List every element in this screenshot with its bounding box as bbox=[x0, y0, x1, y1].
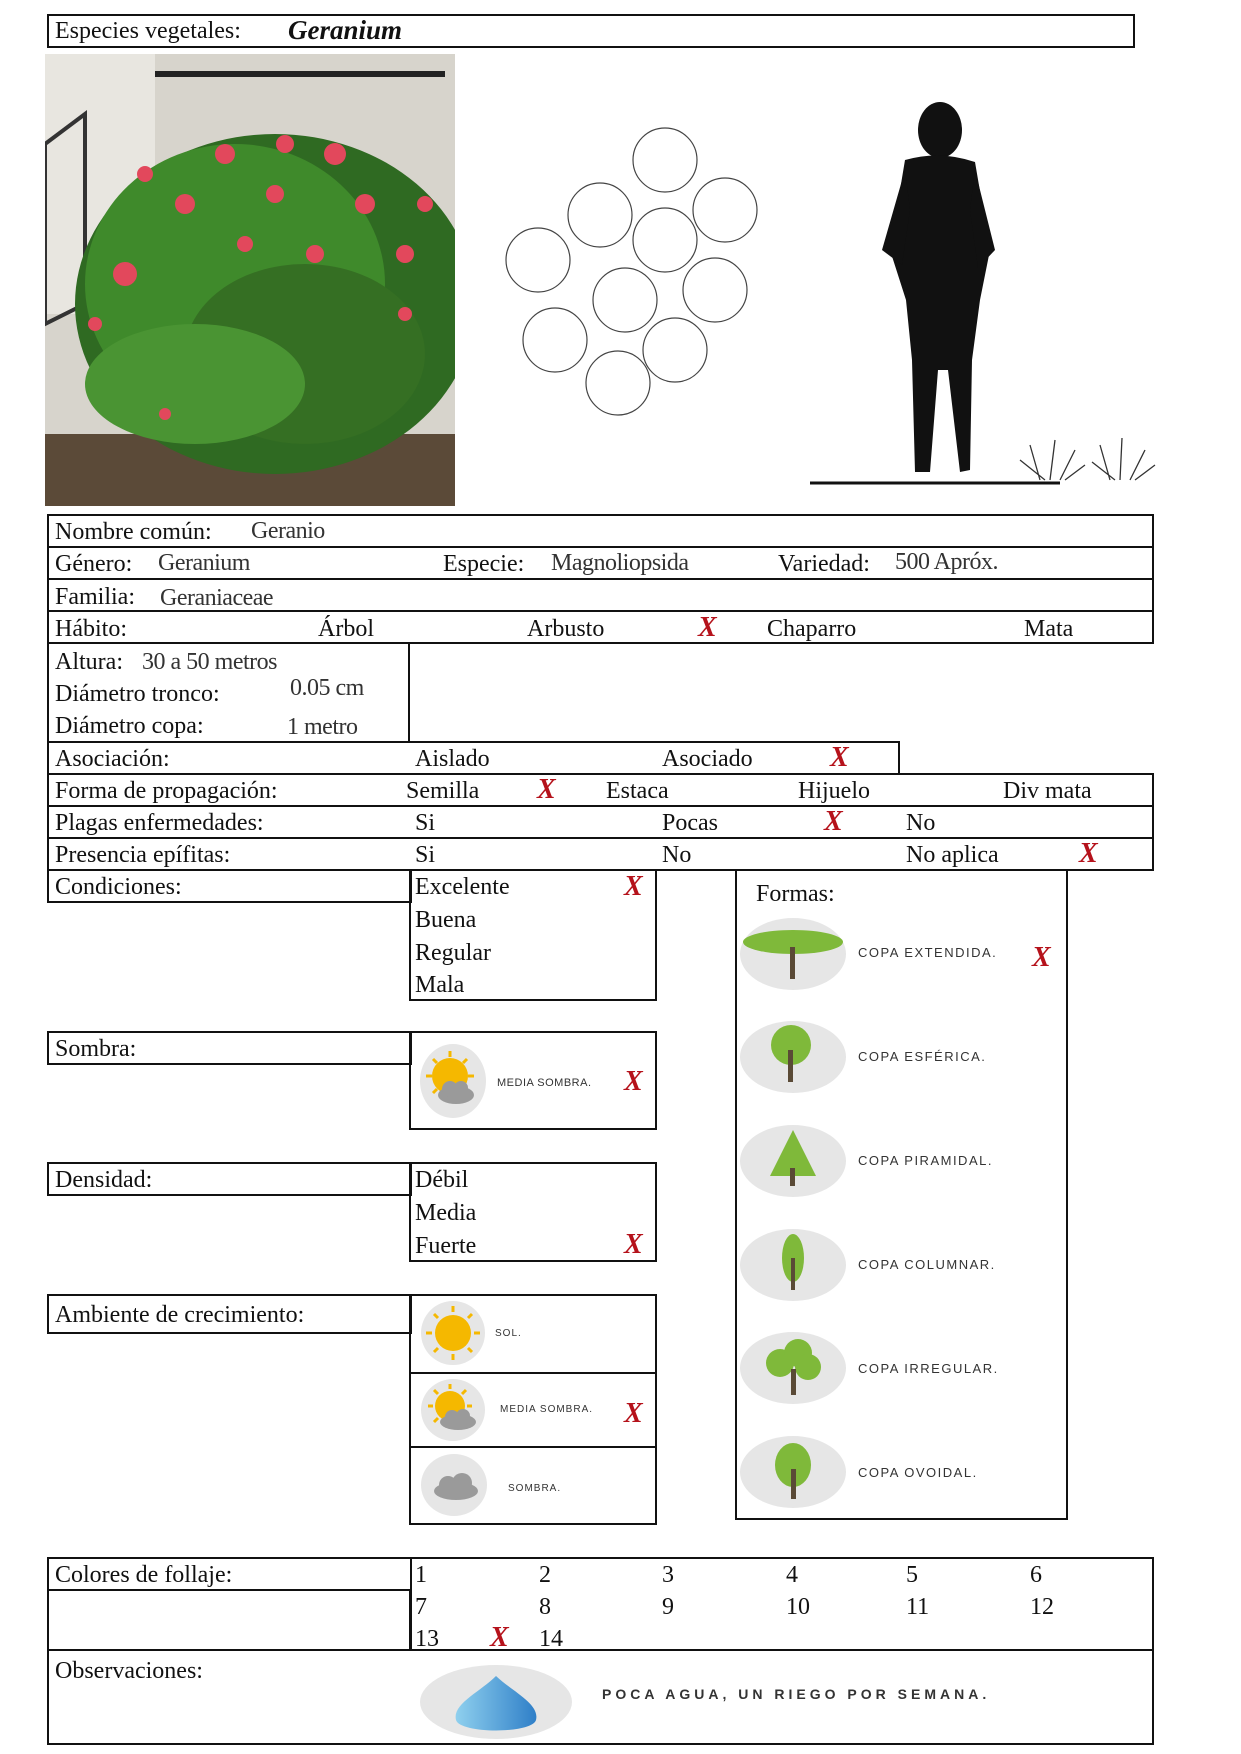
habito-option-chaparro: Chaparro bbox=[767, 616, 857, 642]
forma-copa-ovoidal: COPA OVOIDAL. bbox=[858, 1465, 978, 1480]
diametro-tronco-label: Diámetro tronco: bbox=[55, 681, 220, 707]
genero-label: Género: bbox=[55, 551, 133, 577]
observaciones-label: Observaciones: bbox=[55, 1658, 203, 1684]
variedad-value: 500 Apróx. bbox=[895, 549, 998, 575]
epifitas-option-no: No bbox=[662, 842, 692, 868]
forma-copa-esferica: COPA ESFÉRICA. bbox=[858, 1049, 987, 1064]
asociacion-option-asociado: Asociado bbox=[662, 746, 753, 772]
formas-label: Formas: bbox=[756, 881, 835, 907]
color-number: 2 bbox=[539, 1562, 551, 1588]
copa-columnar-icon bbox=[738, 1228, 848, 1302]
especie-label: Especie: bbox=[443, 551, 525, 577]
asociacion-label: Asociación: bbox=[55, 746, 170, 772]
color-number: 7 bbox=[415, 1594, 427, 1620]
header-label: Especies vegetales: bbox=[55, 18, 241, 44]
sombra-mark: X bbox=[624, 1066, 643, 1097]
habito-option-arbol: Árbol bbox=[318, 616, 374, 642]
header-species: Geranium bbox=[288, 15, 403, 45]
densidad-option-media: Media bbox=[415, 1200, 477, 1226]
sombra-icon-label: MEDIA SOMBRA. bbox=[497, 1077, 592, 1089]
habito-label: Hábito: bbox=[55, 616, 127, 642]
formas-mark: X bbox=[1032, 942, 1051, 973]
nombre-comun-label: Nombre común: bbox=[55, 519, 212, 545]
plagas-option-pocas: Pocas bbox=[662, 810, 718, 836]
familia-label: Familia: bbox=[55, 584, 135, 610]
color-number: 13 bbox=[415, 1626, 439, 1652]
propagacion-option-hijuelo: Hijuelo bbox=[798, 778, 870, 804]
condiciones-option-excelente: Excelente bbox=[415, 874, 510, 900]
plagas-label: Plagas enfermedades: bbox=[55, 810, 264, 836]
ambiente-option-sombra: SOMBRA. bbox=[508, 1483, 562, 1494]
color-number: 8 bbox=[539, 1594, 551, 1620]
condiciones-option-mala: Mala bbox=[415, 972, 465, 998]
plagas-mark: X bbox=[824, 806, 843, 837]
water-drop-icon bbox=[418, 1664, 574, 1740]
color-number: 4 bbox=[786, 1562, 798, 1588]
forma-copa-columnar: COPA COLUMNAR. bbox=[858, 1257, 996, 1272]
color-number: 12 bbox=[1030, 1594, 1054, 1620]
especie-value: Magnoliopsida bbox=[551, 550, 689, 576]
copa-esferica-icon bbox=[738, 1020, 848, 1094]
densidad-mark: X bbox=[624, 1229, 643, 1260]
densidad-option-fuerte: Fuerte bbox=[415, 1233, 477, 1259]
genero-value: Geranium bbox=[158, 550, 250, 576]
altura-label: Altura: bbox=[55, 649, 123, 675]
colores-label: Colores de follaje: bbox=[55, 1562, 233, 1588]
condiciones-option-regular: Regular bbox=[415, 940, 491, 966]
epifitas-option-si: Si bbox=[415, 842, 436, 868]
color-number: 9 bbox=[662, 1594, 674, 1620]
diametro-copa-label: Diámetro copa: bbox=[55, 713, 204, 739]
plagas-option-si: Si bbox=[415, 810, 436, 836]
plagas-option-no: No bbox=[906, 810, 936, 836]
forma-copa-extendida: COPA EXTENDIDA. bbox=[858, 945, 998, 960]
color-number: 3 bbox=[662, 1562, 674, 1588]
condiciones-option-buena: Buena bbox=[415, 907, 477, 933]
habito-mark: X bbox=[698, 612, 717, 643]
altura-value: 30 a 50 metros bbox=[142, 649, 277, 675]
copa-extendida-icon bbox=[738, 917, 848, 991]
densidad-label: Densidad: bbox=[55, 1167, 153, 1193]
plant-photo bbox=[45, 54, 455, 506]
color-number: 14 bbox=[539, 1626, 563, 1652]
densidad-option-debil: Débil bbox=[415, 1167, 469, 1193]
sombra-icon bbox=[420, 1453, 488, 1517]
color-number: 10 bbox=[786, 1594, 810, 1620]
habito-option-mata: Mata bbox=[1024, 616, 1074, 642]
ambiente-option-media-sombra: MEDIA SOMBRA. bbox=[500, 1404, 594, 1415]
copa-ovoidal-icon bbox=[738, 1435, 848, 1509]
observaciones-text: POCA AGUA, UN RIEGO POR SEMANA. bbox=[602, 1686, 991, 1702]
colores-mark: X bbox=[490, 1622, 509, 1653]
propagacion-option-estaca: Estaca bbox=[606, 778, 669, 804]
propagacion-mark: X bbox=[537, 774, 556, 805]
human-silhouette bbox=[810, 100, 1180, 490]
diametro-copa-value: 1 metro bbox=[287, 714, 358, 740]
propagacion-option-div-mata: Div mata bbox=[1003, 778, 1092, 804]
variedad-label: Variedad: bbox=[778, 551, 870, 577]
color-number: 1 bbox=[415, 1562, 427, 1588]
forma-copa-irregular: COPA IRREGULAR. bbox=[858, 1361, 999, 1376]
condiciones-label: Condiciones: bbox=[55, 874, 182, 900]
ambiente-label: Ambiente de crecimiento: bbox=[55, 1302, 305, 1328]
ambiente-mark: X bbox=[624, 1398, 643, 1429]
propagacion-option-semilla: Semilla bbox=[406, 778, 480, 804]
color-number: 11 bbox=[906, 1594, 930, 1620]
habito-option-arbusto: Arbusto bbox=[527, 616, 605, 642]
asociacion-option-aislado: Aislado bbox=[415, 746, 490, 772]
color-number: 6 bbox=[1030, 1562, 1042, 1588]
sol-icon bbox=[420, 1300, 486, 1366]
plan-view-drawing bbox=[500, 115, 770, 425]
familia-value: Geraniaceae bbox=[160, 585, 274, 611]
epifitas-option-no-aplica: No aplica bbox=[906, 842, 999, 868]
copa-irregular-icon bbox=[738, 1331, 848, 1405]
row-nombre-comun bbox=[47, 514, 1154, 548]
epifitas-mark: X bbox=[1079, 838, 1098, 869]
nombre-comun-value: Geranio bbox=[251, 518, 325, 544]
asociacion-mark: X bbox=[830, 742, 849, 773]
condiciones-mark: X bbox=[624, 871, 643, 902]
epifitas-label: Presencia epífitas: bbox=[55, 842, 231, 868]
copa-piramidal-icon bbox=[738, 1124, 848, 1198]
forma-copa-piramidal: COPA PIRAMIDAL. bbox=[858, 1153, 993, 1168]
sombra-label: Sombra: bbox=[55, 1036, 137, 1062]
ambiente-option-sol: SOL. bbox=[495, 1328, 522, 1339]
color-number: 5 bbox=[906, 1562, 918, 1588]
diametro-tronco-value: 0.05 cm bbox=[290, 675, 364, 701]
media-sombra-icon bbox=[418, 1043, 488, 1119]
media-sombra-icon bbox=[420, 1378, 486, 1442]
propagacion-label: Forma de propagación: bbox=[55, 778, 278, 804]
colores-numbers-divider bbox=[409, 1589, 412, 1651]
